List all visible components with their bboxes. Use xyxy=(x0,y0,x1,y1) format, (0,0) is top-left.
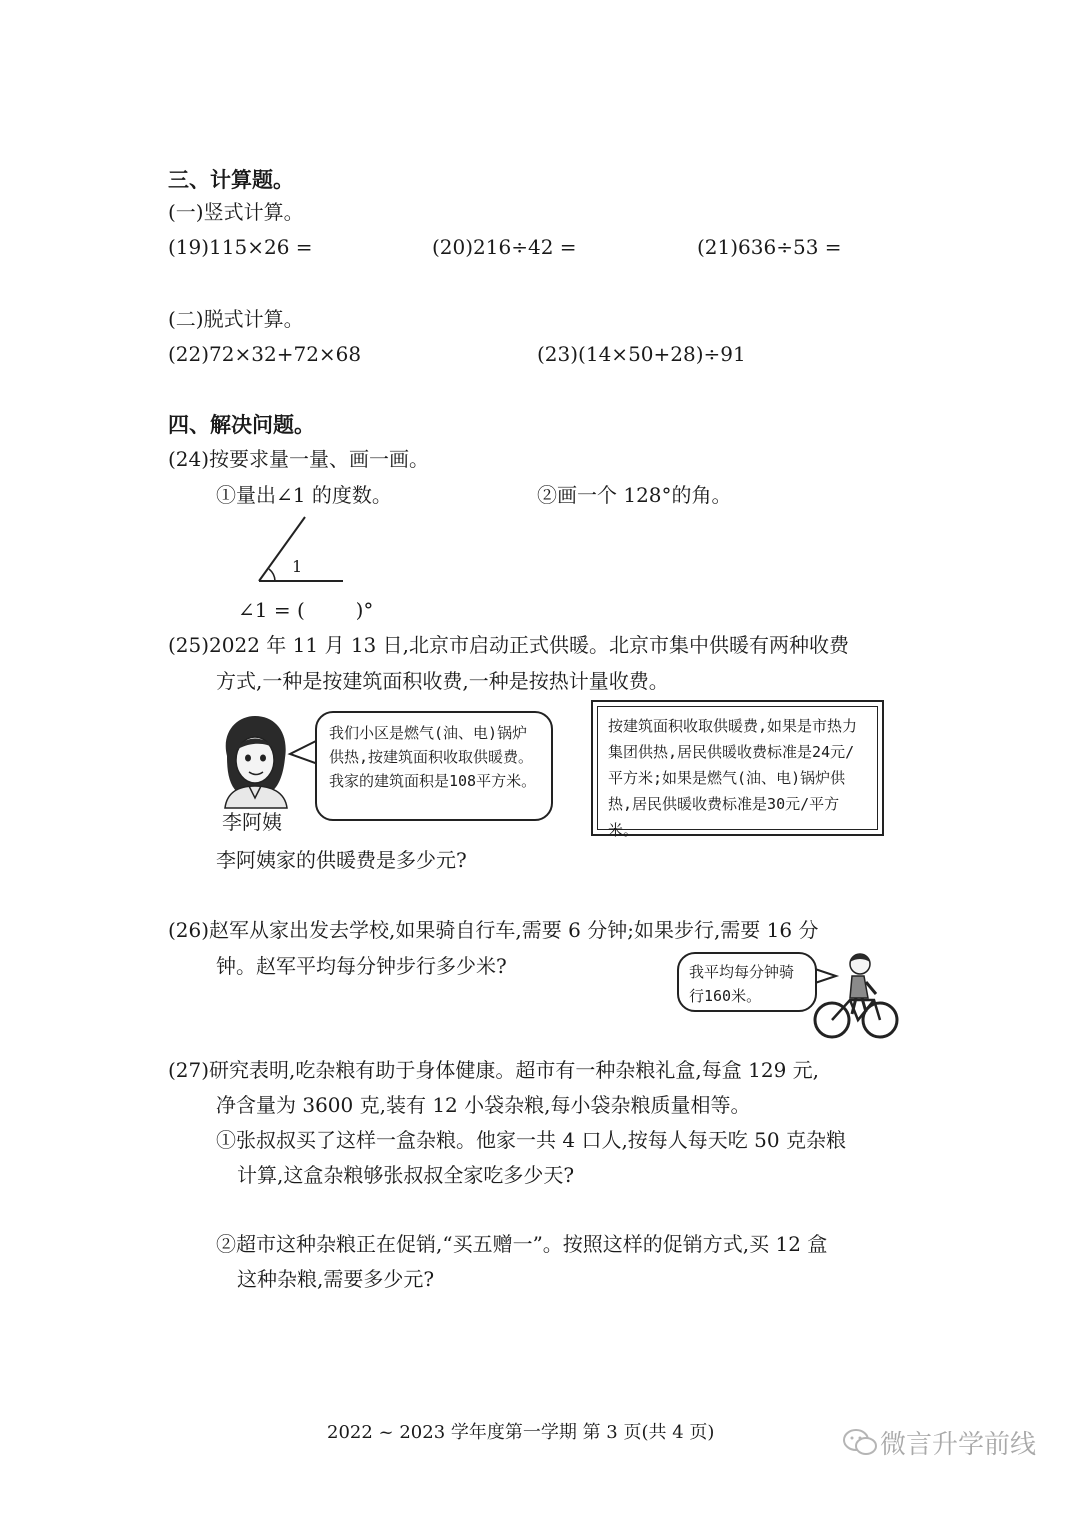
page-footer: 2022 ~ 2023 学年度第一学期 第 3 页(共 4 页) xyxy=(327,1422,715,1443)
angle-label: 1 xyxy=(292,557,303,576)
question-27-sub1-line2: 计算,这盒杂粮够张叔叔全家吃多少天? xyxy=(237,1163,575,1187)
li-ayi-speech-bubble: 我们小区是燃气(油、电)锅炉供热,按建筑面积收取供暖费。我家的建筑面积是108平方米。 xyxy=(315,711,553,821)
question-27-line1: (27)研究表明,吃杂粮有助于身体健康。超市有一种杂粮礼盒,每盒 129 元, xyxy=(168,1058,820,1082)
li-ayi-avatar xyxy=(213,712,293,810)
question-25-line1: (25)2022 年 11 月 13 日,北京市启动正式供暖。北京市集中供暖有两种收费 xyxy=(168,633,849,657)
question-25-ask: 李阿姨家的供暖费是多少元? xyxy=(216,848,467,872)
question-27-sub2-line2: 这种杂粮,需要多少元? xyxy=(237,1267,435,1291)
question-26-line1: (26)赵军从家出发去学校,如果骑自行车,需要 6 分钟;如果步行,需要 16 分 xyxy=(168,918,819,942)
part-2-title: (二)脱式计算。 xyxy=(168,307,304,331)
question-27-line2: 净含量为 3600 克,装有 12 小袋杂粮,每小袋杂粮质量相等。 xyxy=(216,1093,751,1117)
question-22: (22)72×32+72×68 xyxy=(168,342,362,366)
question-20: (20)216÷42 = xyxy=(432,235,577,259)
question-26-line2: 钟。赵军平均每分钟步行多少米? xyxy=(216,954,507,978)
heating-fee-info-box xyxy=(591,700,884,839)
question-21: (21)636÷53 = xyxy=(697,235,842,259)
question-23: (23)(14×50+28)÷91 xyxy=(537,342,746,366)
zhao-jun-speech-bubble: 我平均每分钟骑行160米。 xyxy=(677,952,817,1012)
question-25-line2: 方式,一种是按建筑面积收费,一种是按热计量收费。 xyxy=(216,669,669,693)
angle-answer-blank: ∠1 = ( )° xyxy=(238,598,374,622)
question-19: (19)115×26 = xyxy=(168,235,313,259)
question-24-sub2: ②画一个 128°的角。 xyxy=(537,483,732,507)
watermark-text: 微言升学前线 xyxy=(880,1430,1037,1460)
section-3-title: 三、计算题。 xyxy=(168,168,294,192)
heating-fee-info-text: 按建筑面积收取供暖费,如果是市热力集团供热,居民供暖收费标准是24元/平方米;如果是燃气(油、电)锅炉供热,居民供暖收费标准是30元/平方米。 xyxy=(597,706,878,830)
question-27-sub1-line1: ①张叔叔买了这样一盒杂粮。他家一共 4 口人,按每人每天吃 50 克杂粮 xyxy=(216,1128,846,1152)
question-24: (24)按要求量一量、画一画。 xyxy=(168,447,430,471)
character-name: 李阿姨 xyxy=(222,810,282,834)
cyclist-illustration xyxy=(812,950,900,1042)
question-27-sub2-line1: ②超市这种杂粮正在促销,“买五赠一”。按照这样的促销方式,买 12 盒 xyxy=(216,1232,828,1256)
angle-1-figure xyxy=(255,515,350,587)
question-24-sub1: ①量出∠1 的度数。 xyxy=(216,483,392,507)
part-1-title: (一)竖式计算。 xyxy=(168,200,304,224)
wechat-icon xyxy=(843,1428,877,1456)
section-4-title: 四、解决问题。 xyxy=(168,413,315,437)
